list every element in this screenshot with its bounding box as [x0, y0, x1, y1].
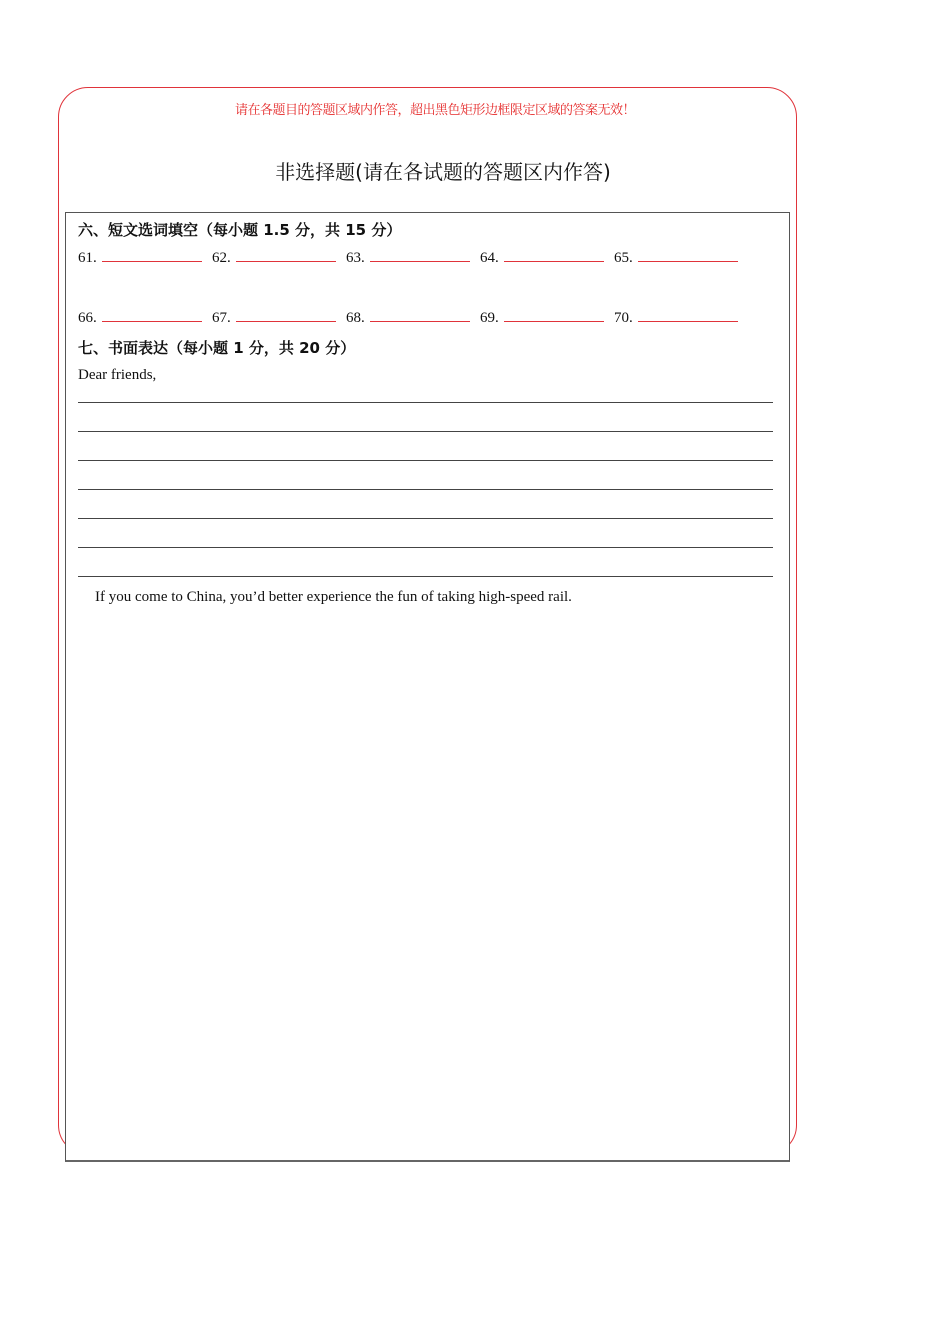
closing-sentence: If you come to China, you’d better experience the fun of taking high-speed rail.	[95, 589, 572, 605]
writing-line[interactable]	[78, 489, 773, 490]
writing-line[interactable]	[78, 518, 773, 519]
writing-line[interactable]	[78, 460, 773, 461]
answer-blank[interactable]	[370, 309, 470, 322]
item-number: 68.	[346, 310, 365, 326]
blank-item	[78, 309, 202, 327]
answer-blank[interactable]	[638, 249, 738, 262]
section7-heading: 七、书面表达（每小题 1 分，共 20 分）	[78, 339, 356, 357]
blank-item	[480, 309, 604, 327]
answer-blank[interactable]	[638, 309, 738, 322]
answer-blank[interactable]	[504, 309, 604, 322]
item-number: 65.	[614, 250, 633, 266]
answer-blank[interactable]	[102, 249, 202, 262]
item-number: 63.	[346, 250, 365, 266]
item-number: 69.	[480, 310, 499, 326]
blank-item	[480, 249, 604, 267]
writing-line[interactable]	[78, 431, 773, 432]
section6-heading: 六、短文选词填空（每小题 1.5 分，共 15 分）	[78, 221, 402, 239]
page-title: 非选择题(请在各试题的答题区内作答)	[275, 160, 611, 184]
blank-item	[614, 249, 738, 267]
writing-line[interactable]	[78, 576, 773, 577]
greeting: Dear friends,	[78, 367, 157, 383]
answer-blank[interactable]	[236, 249, 336, 262]
item-number: 67.	[212, 310, 231, 326]
answer-blank[interactable]	[504, 249, 604, 262]
blank-item	[78, 249, 202, 267]
answer-blank[interactable]	[102, 309, 202, 322]
writing-line[interactable]	[78, 547, 773, 548]
blank-item	[212, 309, 336, 327]
item-number: 66.	[78, 310, 97, 326]
item-number: 70.	[614, 310, 633, 326]
blank-item	[614, 309, 738, 327]
item-number: 62.	[212, 250, 231, 266]
blank-item	[346, 309, 470, 327]
item-number: 61.	[78, 250, 97, 266]
writing-line[interactable]	[78, 402, 773, 403]
answer-blank[interactable]	[370, 249, 470, 262]
warning-text: 请在各题目的答题区域内作答，超出黑色矩形边框限定区域的答案无效！	[234, 103, 635, 118]
blank-item	[212, 249, 336, 267]
blank-item	[346, 249, 470, 267]
item-number: 64.	[480, 250, 499, 266]
answer-blank[interactable]	[236, 309, 336, 322]
